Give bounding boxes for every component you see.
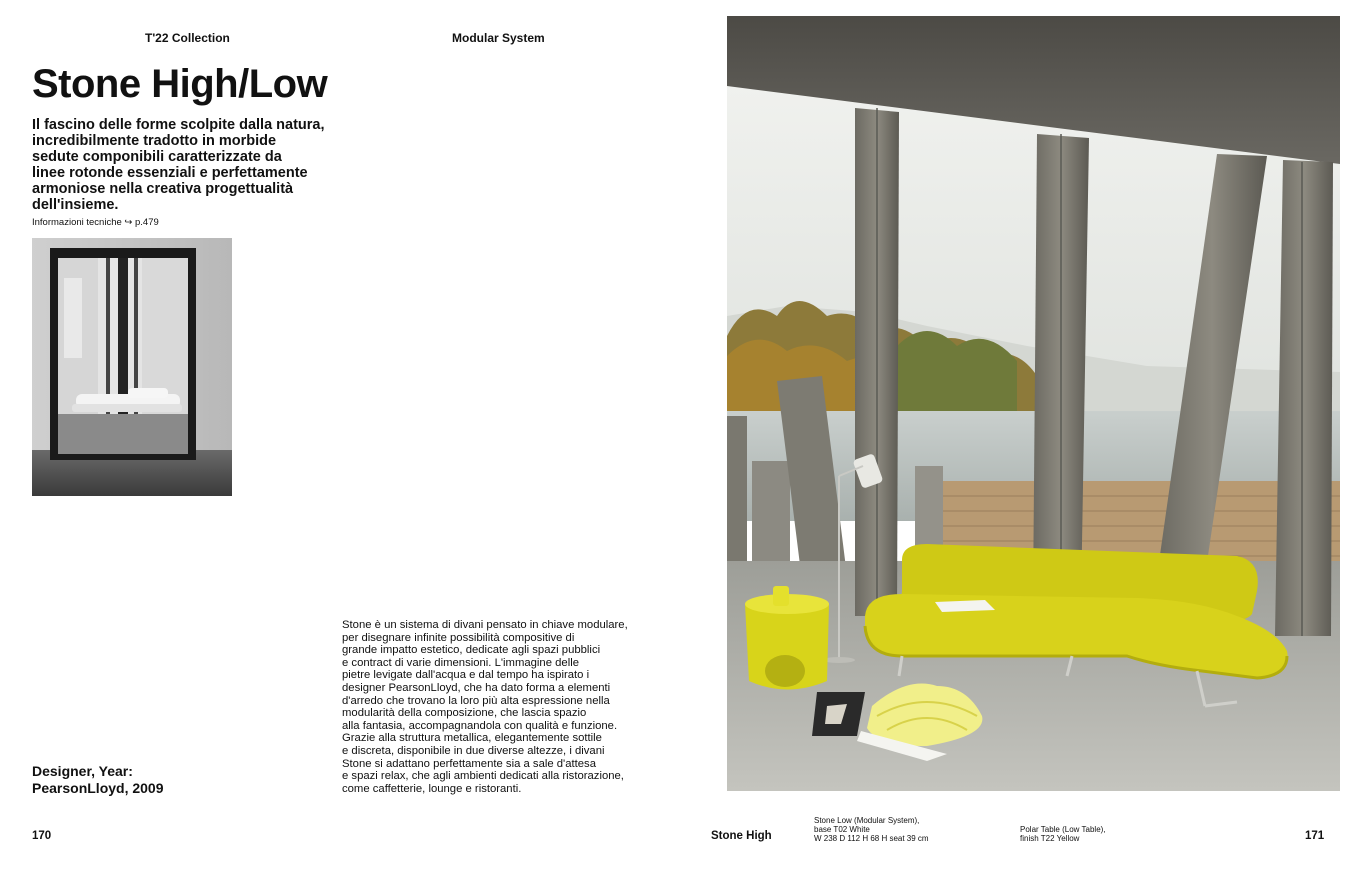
collection-label: T'22 Collection <box>145 31 230 45</box>
section-label: Modular System <box>452 31 545 45</box>
interior-photo-small <box>32 238 232 496</box>
page-number-right: 171 <box>1305 830 1325 842</box>
tech-info-link[interactable]: Informazioni tecniche ↪ p.479 <box>32 217 159 228</box>
photo-caption-table: Polar Table (Low Table), finish T22 Yellow <box>1020 825 1106 843</box>
lead-paragraph: Il fascino delle forme scolpite dalla natura, incredibilmente tradotto in morbide sedute componibili caratterizzate da linee rotonde essenziali e perfettamente armoniose nella creativa progettualità dell'insieme. <box>32 117 325 213</box>
designer-credits: Designer, Year: PearsonLloyd, 2009 <box>32 763 164 796</box>
body-text: Stone è un sistema di divani pensato in chiave modulare, per disegnare infinite possibilità compositive di grande impatto estetico, dedicate agli spazi pubblici e contract di varie dimensioni. L'immagine delle pietre levigate dall'acqua e dal tempo ha ispirato i designer PearsonLloyd, che ha dato forma a elementi d'arredo che trovano la loro più alta espressione nella modularità della composizione, che lascia spazio alla fantasia, accompagnandola con qualità e funzione. Grazie alla struttura metallica, elegantemente sottile e discreta, disponibile in due diverse altezze, i divani Stone si adattano perfettamente sia a sale d'attesa e spazi relax, che agli ambienti dedicati alla ristorazione, come caffetterie, lounge e ristoranti. <box>342 619 628 795</box>
page-title: Stone High/Low <box>32 62 328 106</box>
product-name-footer: Stone High <box>711 830 772 842</box>
sofa-photo-large <box>727 16 1340 791</box>
photo-caption-sofa: Stone Low (Modular System), base T02 White W 238 D 112 H 68 H seat 39 cm <box>814 816 929 843</box>
page-number-left: 170 <box>32 830 52 842</box>
